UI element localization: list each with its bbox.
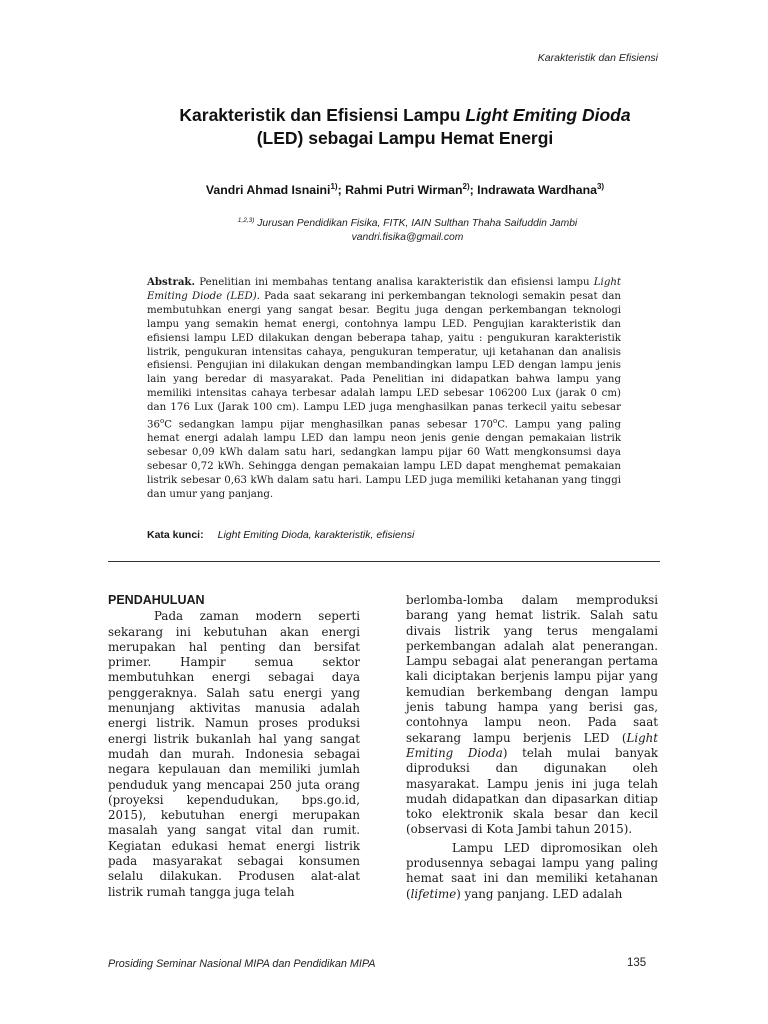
body-italic-term: lifetime — [410, 886, 457, 901]
author-name: Indrawata Wardhana — [477, 183, 597, 197]
title-text-line2: (LED) sebagai Lampu Hemat Energi — [256, 128, 554, 148]
affiliation-block — [100, 214, 715, 245]
abstract-italic-term: Light Emiting Diode (LED) — [147, 277, 621, 302]
page-number: 135 — [627, 957, 647, 969]
section-heading: PENDAHULUAN — [108, 593, 205, 607]
body-text: ) yang panjang. LED adalah — [456, 886, 623, 901]
abstract-label: Abstrak. — [147, 276, 196, 288]
body-paragraph: Pada zaman modern seperti sekarang ini kebutuhan akan energi merupakan hal penting dan bersifat primer. Hampir semua sektor membutuhkan energi sebagai daya penggeraknya. Salah satu energi yang menunjang aktivitas manusia adalah energi listrik. Namun proses produksi energi listrik bukanlah hal yang sangat mudah dan murah. Indonesia sebagai negara kepulauan dan memiliki jumlah penduduk yang mencapai 250 juta orang (proyeksi kependudukan, bps.go.id, 2015), kebutuhan energi merupakan masalah yang sangat vital dan rumit. Kegiatan edukasi hemat energi listrik pada masyarakat sebagai konsumen selalu dilakukan. Produsen alat-alat listrik rumah tangga juga telah — [108, 609, 360, 899]
author-list — [100, 182, 710, 197]
degree-mark: o — [159, 417, 165, 426]
author-affiliation-mark: 2) — [462, 182, 470, 191]
running-header: Karakteristik dan Efisiensi — [537, 52, 658, 64]
title-text: Karakteristik dan Efisiensi Lampu — [179, 105, 466, 125]
keywords-value: Light Emiting Dioda, karakteristik, efisiensi — [217, 529, 415, 541]
body-text: Lampu LED dipromosikan oleh produsennya sebagai lampu yang paling hemat saat ini dan memiliki ketahanan ( — [406, 840, 658, 901]
keywords — [147, 529, 414, 541]
title-italic-text: Light Emiting Dioda — [465, 105, 631, 125]
author-name: Rahmi Putri Wirman — [345, 183, 463, 197]
abstract-text: C sedangkan lampu pijar menghasilkan panas sebesar 170 — [164, 419, 494, 431]
right-column — [406, 593, 658, 902]
body-italic-term: Light Emiting Dioda — [406, 730, 658, 760]
body-paragraph — [406, 593, 658, 838]
degree-mark: o — [493, 417, 498, 426]
abstract — [147, 276, 621, 502]
author-affiliation-mark: 3) — [596, 182, 605, 191]
body-paragraph — [406, 841, 658, 902]
author-separator: ; — [337, 183, 346, 197]
affiliation-mark: 1,2,3) — [237, 217, 255, 224]
author-separator: ; — [469, 183, 478, 197]
left-column — [108, 593, 360, 900]
abstract-text: Penelitian ini membahas tentang analisa karakteristik dan efisiensi lampu — [195, 277, 594, 288]
abstract-text: . Pada saat sekarang ini perkembangan teknologi semakin pesat dan membutuhkan energi yang sangat besar. Begitu juga dengan perkembangan teknologi lampu yang semakin hemat energi, contohnya lampu LED. Pengujian karakteristik dan efisiensi lampu LED dilakukan dengan beberapa tahap, yaitu : pengukuran karakteristik listrik, pengukuran intensitas cahaya, pengukuran temperatur, uji ketahanan dan analisis efisiensi. Pengujian ini dilakukan dengan membandingkan lampu LED dengan lampu jenis lain yang beredar di masyarakat. Pada Penelitian ini didapatkan bahwa lampu yang memiliki intensitas cahaya terbesar adalah lampu LED sebesar 106200 Lux (jarak 0 cm) dan 176 Lux (Jarak 100 cm). Lampu LED juga menghasilkan panas terkecil yaitu sebesar 36 — [147, 290, 621, 431]
abstract-text: C. Lampu yang paling hemat energi adalah lampu LED dan lampu neon jenis genie dengan pemakaian listrik sebesar 0,09 kWh dalam satu hari, sedangkan lampu pijar 60 Watt mengkonsumsi daya sebesar 0,72 kWh. Sehingga dengan pemakaian lampu LED dapat menghemat pemakaian listrik sebesar 0,63 kWh dalam satu hari. Lampu LED juga memiliki ketahanan yang tinggi dan umur yang panjang. — [147, 419, 621, 500]
body-text: berlomba-lomba dalam memproduksi barang yang hemat listrik. Salah satu divais listrik yang terus mengalami perkembangan adalah alat penerangan. Lampu sebagai alat penerangan pertama kali diciptakan berjenis lampu pijar yang kemudian berkembang dengan lampu jenis tabung hampa yang berisi gas, contohnya lampu neon. Pada saat sekarang lampu berjenis LED ( — [406, 593, 658, 745]
paper-title — [100, 104, 710, 150]
keywords-label: Kata kunci: — [147, 529, 204, 541]
author-name: Vandri Ahmad Isnaini — [205, 183, 331, 197]
affiliation-institution: Jurusan Pendidikan Fisika, FITK, IAIN Sulthan Thaha Saifuddin Jambi — [254, 218, 578, 229]
body-text: ) telah mulai banyak diproduksi dan digunakan oleh masyarakat. Lampu jenis ini juga telah mudah didapatkan dan dipasarkan ditiap toko elektronik skala besar dan kecil (observasi di Kota Jambi tahun 2015). — [406, 745, 659, 837]
section-divider — [108, 561, 660, 562]
footer-proceedings-title: Prosiding Seminar Nasional MIPA dan Pendidikan MIPA — [108, 958, 376, 970]
contact-email: vandri.fisika@gmail.com — [351, 232, 464, 243]
author-affiliation-mark: 1) — [330, 182, 338, 191]
